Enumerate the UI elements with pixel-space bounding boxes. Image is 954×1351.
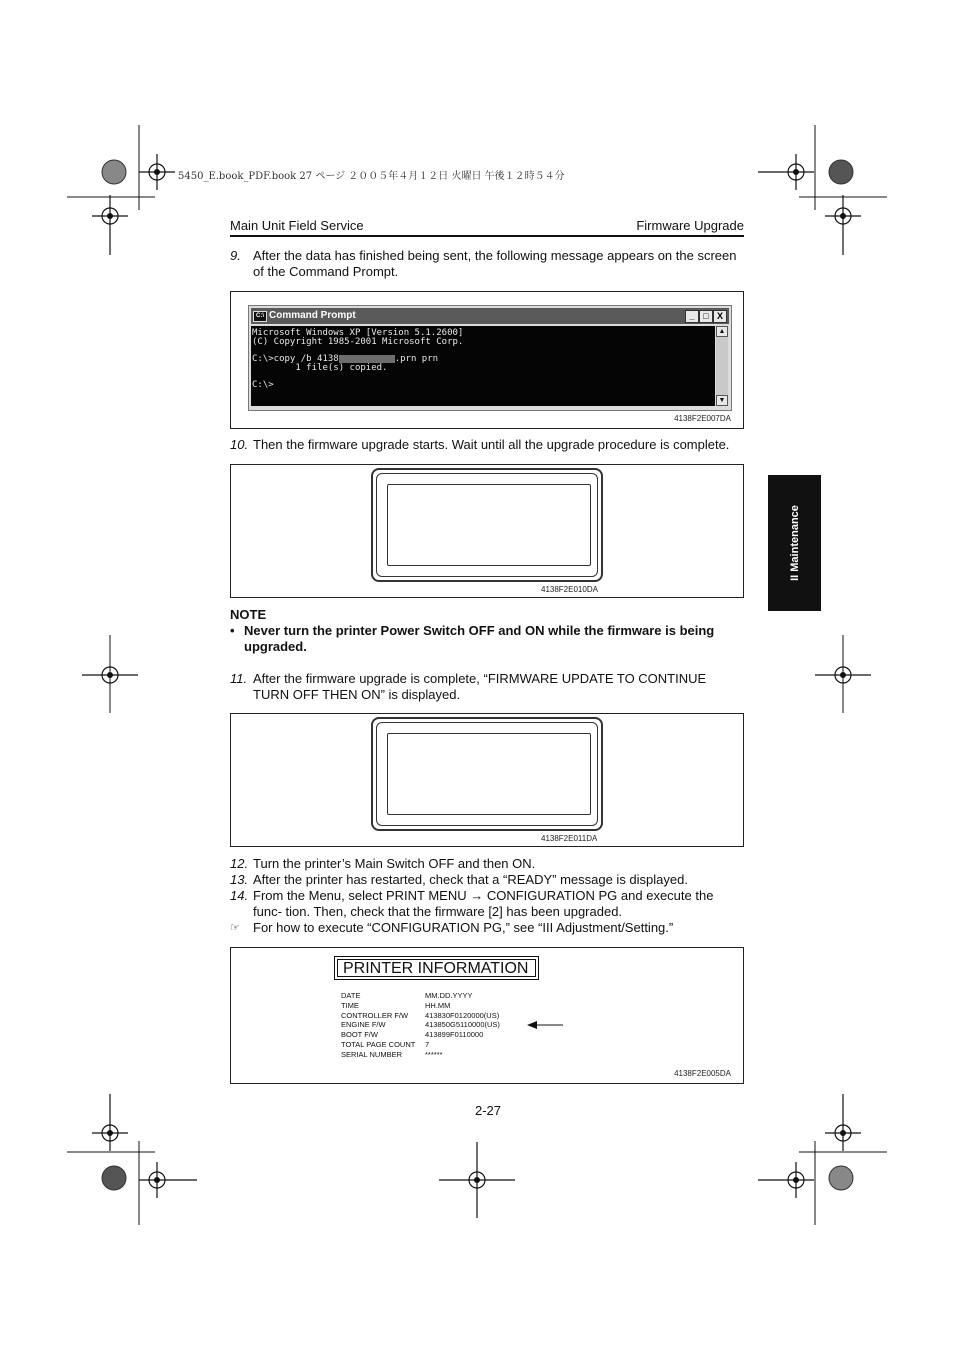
- printer-info-label: DATE: [341, 991, 361, 1000]
- window-titlebar: [251, 308, 729, 324]
- note-item: [230, 623, 730, 655]
- pointing-hand-icon: ☞: [230, 922, 240, 934]
- step-12: [230, 856, 744, 872]
- side-tab-label: II Maintenance: [788, 505, 801, 581]
- step-text: After the printer has restarted, check that a “READY” message is displayed.: [253, 872, 688, 887]
- printer-info-value: MM.DD.YYYY: [425, 991, 473, 1000]
- printer-info-value: 413850G5110000(US): [425, 1020, 500, 1030]
- printer-info-value: ******: [425, 1049, 443, 1059]
- step-text: After the data has finished being sent, the following message appears on the screen of the Command Prompt.: [253, 248, 737, 279]
- bullet: •: [230, 623, 235, 638]
- printer-info-value: 413899F0110000: [425, 1030, 484, 1040]
- step-number: 13.: [230, 872, 249, 887]
- console-command-tail: .prn prn: [394, 354, 439, 364]
- console-line: 1 file(s) copied.: [252, 363, 388, 373]
- step-number: 14.: [230, 888, 249, 903]
- step-text: Then the firmware upgrade starts. Wait until all the upgrade procedure is complete.: [253, 437, 730, 452]
- scrollbar: [716, 326, 728, 406]
- note-heading: NOTE: [230, 607, 267, 622]
- printer-info-label: TIME: [341, 1000, 359, 1010]
- step-11: [230, 671, 744, 703]
- print-header: 5450_E.book_PDF.book 27 ページ ２００５年４月１２日 火曜日 午後１２時５４分: [178, 171, 565, 182]
- printer-info-label: ENGINE F/W: [341, 1020, 386, 1030]
- display-panel: [371, 468, 603, 582]
- step-text: From the Menu, select PRINT MENU → CONFIGURATION PG and execute the func- tion. Then, check that the firmware [2] has been upgraded.: [253, 888, 714, 919]
- page-number: 2-27: [475, 1103, 502, 1118]
- header-rule: [230, 235, 744, 237]
- arrow-icon: [527, 1018, 567, 1032]
- figure-control-panel: [230, 713, 744, 847]
- running-head-right: Firmware Upgrade: [636, 218, 744, 233]
- panel-screen: [387, 484, 591, 566]
- printer-info-title: PRINTER INFORMATION: [337, 959, 536, 977]
- side-tab: [768, 475, 821, 611]
- maximize-icon: □: [699, 310, 713, 323]
- step-number: 12.: [230, 856, 249, 871]
- figure-code: 4138F2E007DA: [674, 414, 731, 423]
- console-icon: C:\: [253, 311, 267, 322]
- console-line: Microsoft Windows XP [Version 5.1.2600]: [252, 328, 464, 338]
- console-command: C:\>copy /b 4138: [252, 354, 339, 364]
- step-number: 9.: [230, 248, 241, 263]
- printer-info-label: TOTAL PAGE COUNT: [341, 1040, 416, 1049]
- step-14: [230, 888, 744, 920]
- note-text: Never turn the printer Power Switch OFF and ON while the firmware is being upgraded.: [244, 623, 715, 654]
- printer-info-label: CONTROLLER F/W: [341, 1010, 409, 1020]
- step-number: 10.: [230, 437, 249, 452]
- printer-info-title-box: [334, 956, 539, 980]
- figure-control-panel: [230, 464, 744, 598]
- console-line: C:\>: [252, 380, 274, 390]
- panel-bezel: [376, 473, 598, 577]
- step-10: [230, 437, 744, 453]
- figure-printer-information: [230, 947, 744, 1084]
- minimize-icon: _: [685, 310, 699, 323]
- step-number: 11.: [230, 671, 248, 686]
- step-text: After the firmware upgrade is complete, “FIRMWARE UPDATE TO CONTINUE TURN OFF THEN ON” is displayed.: [253, 671, 707, 702]
- running-head-left: Main Unit Field Service: [230, 218, 364, 233]
- redacted-block: [339, 355, 395, 363]
- panel-screen: [387, 733, 591, 815]
- window-title: Command Prompt: [269, 310, 356, 321]
- step-9: [230, 248, 744, 280]
- display-panel: [371, 717, 603, 831]
- scroll-up-icon: ▲: [716, 326, 728, 337]
- reference-text: For how to execute “CONFIGURATION PG,” see “III Adjustment/Setting.”: [253, 920, 674, 935]
- command-prompt-window: [248, 305, 732, 411]
- printer-info-value: 413830F0120000(US): [425, 1010, 500, 1020]
- figure-command-prompt: [230, 291, 744, 429]
- close-icon: X: [713, 310, 727, 323]
- printer-info-label: BOOT F/W: [341, 1030, 378, 1040]
- console-output: [251, 326, 715, 406]
- printer-info-label: SERIAL NUMBER: [341, 1049, 402, 1059]
- figure-code: 4138F2E005DA: [674, 1069, 731, 1078]
- step-text: Turn the printer’s Main Switch OFF and then ON.: [253, 856, 536, 871]
- figure-code: 4138F2E010DA: [541, 585, 598, 594]
- printer-info-value: 7: [425, 1040, 430, 1049]
- figure-code: 4138F2E011DA: [541, 834, 598, 843]
- printer-info-value: HH.MM: [425, 1000, 451, 1010]
- panel-bezel: [376, 722, 598, 826]
- console-line: (C) Copyright 1985-2001 Microsoft Corp.: [252, 337, 464, 347]
- reference-note: [230, 920, 744, 936]
- step-13: [230, 872, 744, 888]
- scroll-down-icon: ▼: [716, 395, 728, 406]
